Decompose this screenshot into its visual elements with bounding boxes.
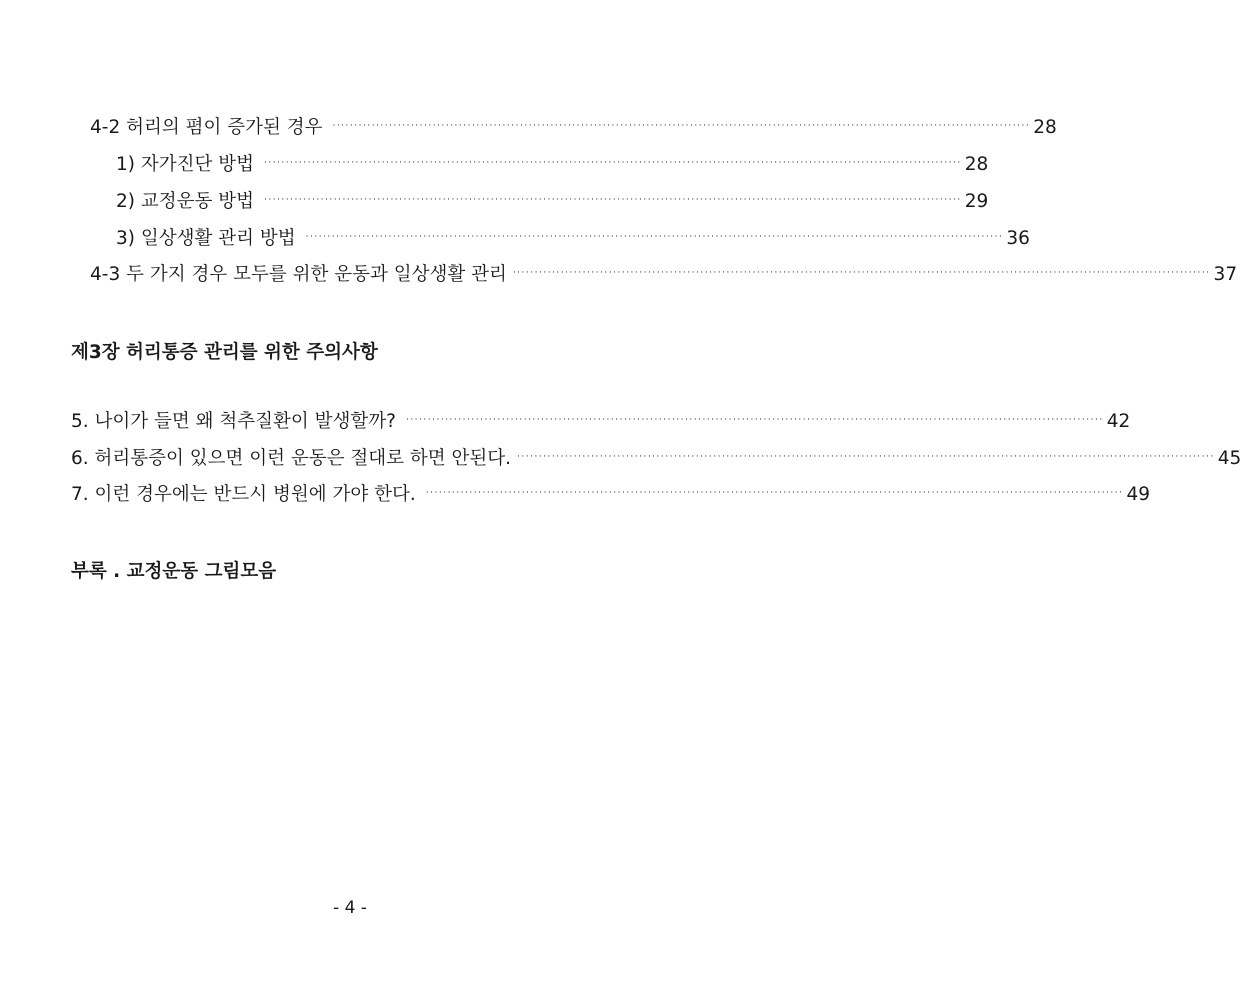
dot-leader: ································································································································································ (425, 488, 1124, 498)
toc-entry-label: 7. 이런 경우에는 반드시 병원에 가야 한다. (71, 484, 416, 505)
toc-entry-label: 3) 일상생활 관리 방법 (116, 228, 296, 249)
dot-leader: ································································································································································ (332, 121, 1031, 131)
toc-page-number: 36 (1006, 228, 1030, 249)
toc-entry-4-3[interactable] (90, 262, 1238, 291)
toc-page-number: 29 (964, 191, 989, 212)
toc-entry-4-2-3[interactable] (116, 226, 1030, 255)
toc-page-number: 42 (1106, 411, 1131, 432)
page-number: - 4 - (333, 898, 367, 918)
toc-entry-7[interactable] (71, 482, 1151, 511)
toc-entry-label: 4-3 두 가지 경우 모두를 위한 운동과 일상생활 관리 (90, 264, 507, 285)
toc-entry-label: 1) 자가진단 방법 (116, 154, 254, 175)
toc-entry-5[interactable] (71, 409, 1131, 438)
dot-leader: ································································································································································ (263, 158, 962, 168)
toc-entry-label: 6. 허리통증이 있으면 이런 운동은 절대로 하면 안된다. (71, 448, 511, 469)
dot-leader: ································································································································································ (263, 195, 962, 205)
toc-page-number: 45 (1217, 448, 1241, 469)
dot-leader: ································································································································································ (517, 452, 1215, 462)
toc-entry-label: 5. 나이가 들면 왜 척추질환이 발생할까? (71, 411, 396, 432)
dot-leader: ································································································································································ (305, 232, 1004, 242)
toc-entry-4-2-2[interactable] (116, 189, 989, 218)
toc-entry-6[interactable] (71, 446, 1241, 475)
toc-entry-4-2[interactable] (90, 115, 1057, 144)
chapter3-heading: 제3장 허리통증 관리를 위한 주의사항 (71, 342, 378, 363)
appendix-heading: 부록 . 교정운동 그림모음 (71, 561, 277, 582)
toc-entry-label: 4-2 허리의 폄이 증가된 경우 (90, 117, 323, 138)
dot-leader: ································································································································································ (405, 415, 1104, 425)
toc-page-number: 28 (964, 154, 989, 175)
toc-page-number: 37 (1213, 264, 1238, 285)
dot-leader: ································································································································································ (512, 268, 1211, 278)
toc-page-number: 49 (1126, 484, 1151, 505)
toc-page-number: 28 (1033, 117, 1057, 138)
toc-entry-label: 2) 교정운동 방법 (116, 191, 254, 212)
toc-entry-4-2-1[interactable] (116, 152, 989, 181)
